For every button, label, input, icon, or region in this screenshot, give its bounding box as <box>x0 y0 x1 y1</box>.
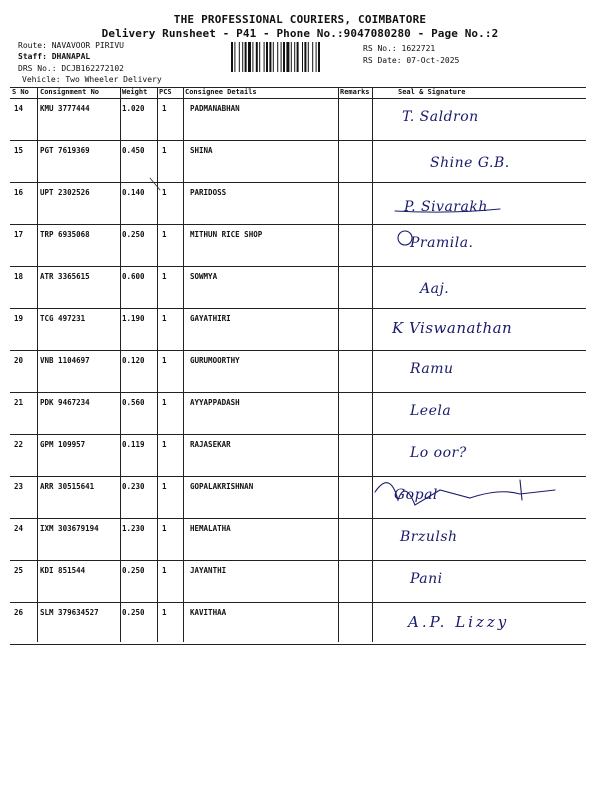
signature: A.P. Lizzy <box>408 613 510 631</box>
cell-consignment: KDI 851544 <box>40 566 86 575</box>
staff-text: Staff: DHANAPAL <box>18 52 91 61</box>
cell-sno: 24 <box>14 524 24 533</box>
cell-weight: 0.250 <box>122 566 145 575</box>
table-row <box>10 477 586 519</box>
cell-consignment: PDK 9467234 <box>40 398 90 407</box>
cell-pcs: 1 <box>162 104 167 113</box>
cell-sno: 16 <box>14 188 24 197</box>
cell-consignee: RAJASEKAR <box>190 440 231 449</box>
cell-consignment: UPT 2302526 <box>40 188 90 197</box>
cell-sno: 25 <box>14 566 24 575</box>
cell-consignment: GPM 109957 <box>40 440 86 449</box>
signature: P. Sivarakh <box>404 199 488 215</box>
cell-weight: 0.120 <box>122 356 145 365</box>
table-row <box>10 183 586 225</box>
cell-consignee: AYYAPPADASH <box>190 398 240 407</box>
cell-consignee: JAYANTHI <box>190 566 227 575</box>
cell-pcs: 1 <box>162 482 167 491</box>
cell-weight: 1.190 <box>122 314 145 323</box>
table-row <box>10 141 586 183</box>
cell-consignee: PARIDOSS <box>190 188 227 197</box>
cell-pcs: 1 <box>162 608 167 617</box>
cell-weight: 0.230 <box>122 482 145 491</box>
signature: Gopal <box>394 487 438 503</box>
cell-consignee: SHINA <box>190 146 213 155</box>
cell-consignment: ARR 30515641 <box>40 482 95 491</box>
cell-weight: 0.250 <box>122 230 145 239</box>
cell-pcs: 1 <box>162 188 167 197</box>
cell-weight: 0.250 <box>122 608 145 617</box>
table-row <box>10 561 586 603</box>
cell-consignee: SOWMYA <box>190 272 218 281</box>
cell-weight: 0.119 <box>122 440 145 449</box>
table-row <box>10 393 586 435</box>
table-row <box>10 267 586 309</box>
header-remarks: Remarks <box>340 88 370 96</box>
cell-sno: 22 <box>14 440 24 449</box>
signature: Brzulsh <box>400 529 458 545</box>
cell-consignment: TRP 6935068 <box>40 230 90 239</box>
company-title: THE PROFESSIONAL COURIERS, COIMBATORE <box>173 13 427 26</box>
row-divider <box>10 644 586 645</box>
cell-sno: 19 <box>14 314 24 323</box>
header-signature: Seal & Signature <box>398 88 466 96</box>
signature: Lo oor? <box>410 445 467 461</box>
runsheet-subtitle: Delivery Runsheet - P41 - Phone No.:9047080280 - Page No.:2 <box>101 27 499 40</box>
cell-consignee: HEMALATHA <box>190 524 231 533</box>
signature: Pramila. <box>410 235 474 251</box>
header-weight: Weight <box>122 88 148 96</box>
cell-weight: 1.230 <box>122 524 145 533</box>
cell-pcs: 1 <box>162 146 167 155</box>
cell-weight: 0.450 <box>122 146 145 155</box>
cell-sno: 26 <box>14 608 24 617</box>
cell-pcs: 1 <box>162 566 167 575</box>
cell-consignment: VNB 1104697 <box>40 356 90 365</box>
signature: K Viswanathan <box>392 319 513 337</box>
cell-sno: 15 <box>14 146 24 155</box>
header-pcs: PCS <box>159 88 172 96</box>
header-sno: S No <box>12 88 29 96</box>
cell-consignee: GURUMOORTHY <box>190 356 240 365</box>
cell-consignee: GAYATHIRI <box>190 314 231 323</box>
cell-consignment: KMU 3777444 <box>40 104 90 113</box>
cell-consignee: MITHUN RICE SHOP <box>190 230 263 239</box>
route-text: Route: NAVAVOOR PIRIVU <box>18 41 124 50</box>
cell-consignment: PGT 7619369 <box>40 146 90 155</box>
cell-sno: 14 <box>14 104 24 113</box>
table-row <box>10 99 586 141</box>
table-row <box>10 435 586 477</box>
cell-consignment: ATR 3365615 <box>40 272 90 281</box>
cell-consignee: KAVITHAA <box>190 608 227 617</box>
cell-pcs: 1 <box>162 524 167 533</box>
cell-consignee: PADMANABHAN <box>190 104 240 113</box>
signature: Pani <box>410 571 443 587</box>
cell-sno: 21 <box>14 398 24 407</box>
header-consignee: Consignee Details <box>185 88 257 96</box>
vehicle-text: Vehicle: Two Wheeler Delivery <box>22 75 162 84</box>
cell-consignment: SLM 379634527 <box>40 608 99 617</box>
cell-sno: 17 <box>14 230 24 239</box>
signature: T. Saldron <box>402 109 479 125</box>
signature: Aaj. <box>420 281 450 297</box>
cell-pcs: 1 <box>162 398 167 407</box>
table-row <box>10 351 586 393</box>
cell-consignment: IXM 303679194 <box>40 524 99 533</box>
cell-pcs: 1 <box>162 314 167 323</box>
signature: Ramu <box>410 361 454 377</box>
signature: Leela <box>410 403 452 419</box>
table-row <box>10 309 586 351</box>
table-row <box>10 519 586 561</box>
header-consignment: Consignment No <box>40 88 100 96</box>
signature: Shine G.B. <box>430 155 510 171</box>
cell-consignee: GOPALAKRISHNAN <box>190 482 254 491</box>
drs-number: DRS No.: DCJB162272102 <box>18 64 124 73</box>
cell-weight: 0.560 <box>122 398 145 407</box>
rs-number: RS No.: 1622721 <box>363 44 436 53</box>
rs-date: RS Date: 07-Oct-2025 <box>363 56 460 65</box>
cell-pcs: 1 <box>162 230 167 239</box>
table-row <box>10 603 586 645</box>
cell-pcs: 1 <box>162 272 167 281</box>
cell-sno: 20 <box>14 356 24 365</box>
cell-weight: 0.600 <box>122 272 145 281</box>
cell-consignment: TCG 497231 <box>40 314 86 323</box>
cell-pcs: 1 <box>162 356 167 365</box>
cell-weight: 0.140 <box>122 188 145 197</box>
barcode-image <box>230 42 358 72</box>
cell-pcs: 1 <box>162 440 167 449</box>
cell-weight: 1.020 <box>122 104 145 113</box>
table-row <box>10 225 586 267</box>
cell-sno: 23 <box>14 482 24 491</box>
cell-sno: 18 <box>14 272 24 281</box>
